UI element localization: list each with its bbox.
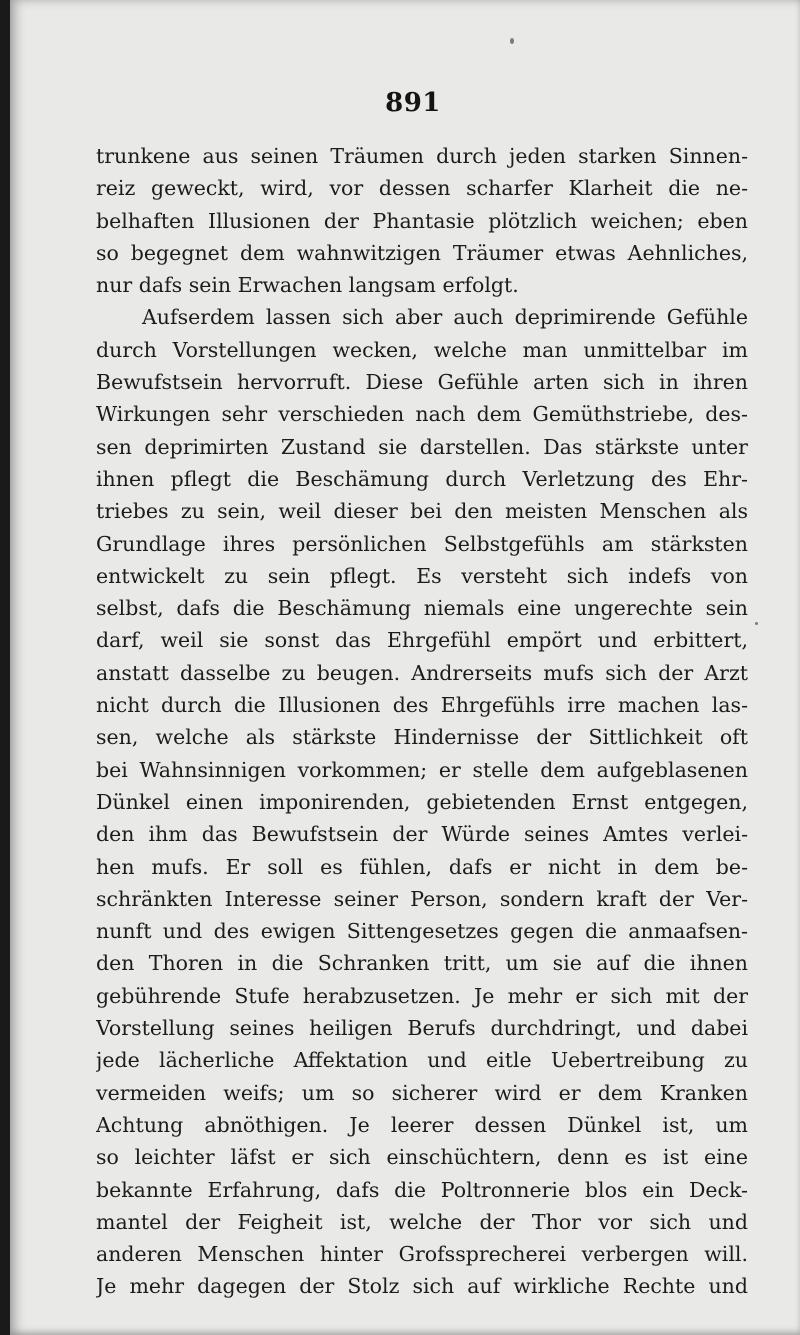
text-line: bekannte Erfahrung, dafs die Poltronnerie blos ein Deck- [96,1177,748,1202]
text-line: den ihm das Bewufstsein der Würde seines Amtes verlei- [96,822,748,847]
text-line: Aufserdem lassen sich aber auch deprimirende Gefühle [142,305,748,330]
text-line: sen, welche als stärkste Hindernisse der Sittlichkeit oft [96,725,748,750]
text-line: nunft und des ewigen Sittengesetzes gegen die anmaafsen- [96,919,748,944]
text-line: Vorstellung seines heiligen Berufs durchdringt, und dabei [96,1016,748,1041]
text-line: bei Wahnsinnigen vorkommen; er stelle dem aufgeblasenen [96,757,748,782]
text-line: selbst, dafs die Beschämung niemals eine ungerechte sein [96,596,748,621]
text-line: Je mehr dagegen der Stolz sich auf wirkliche Rechte und [96,1274,748,1299]
text-line: den Thoren in die Schranken tritt, um sie auf die ihnen [96,951,748,976]
text-line: gebührende Stufe herabzusetzen. Je mehr er sich mit der [96,983,748,1008]
text-line: reiz geweckt, wird, vor dessen scharfer Klarheit die ne- [96,176,748,201]
text-line: nur dafs sein Erwachen langsam erfolgt. [96,273,519,298]
text-line: durch Vorstellungen wecken, welche man unmittelbar im [96,337,748,362]
body-text [96,140,748,1303]
text-line: hen mufs. Er soll es fühlen, dafs er nicht in dem be- [96,854,748,879]
text-line: Wirkungen sehr verschieden nach dem Gemüthstriebe, des- [96,402,748,427]
book-page [10,0,800,1335]
text-line: belhaften Illusionen der Phantasie plötzlich weichen; eben [96,208,748,233]
text-line: nicht durch die Illusionen des Ehrgefühls irre machen las- [96,693,748,718]
text-line: so leichter läfst er sich einschüchtern, denn es ist eine [96,1145,748,1170]
ink-speck [510,38,514,44]
text-line: ihnen pflegt die Beschämung durch Verletzung des Ehr- [96,466,748,491]
text-line: darf, weil sie sonst das Ehrgefühl empört und erbittert, [96,628,748,653]
text-line: entwickelt zu sein pflegt. Es versteht sich indefs von [96,563,748,588]
text-line: Bewufstsein hervorruft. Diese Gefühle arten sich in ihren [96,370,748,395]
text-line: triebes zu sein, weil dieser bei den meisten Menschen als [96,499,748,524]
text-line: mantel der Feigheit ist, welche der Thor vor sich und [96,1209,748,1234]
text-line: so begegnet dem wahnwitzigen Träumer etwas Aehnliches, [96,240,748,265]
text-line: Grundlage ihres persönlichen Selbstgefühls am stärksten [96,531,748,556]
ink-speck [755,622,758,625]
text-line: schränkten Interesse seiner Person, sondern kraft der Ver- [96,886,748,911]
text-line: vermeiden weifs; um so sicherer wird er dem Kranken [96,1080,748,1105]
text-line: Dünkel einen imponirenden, gebietenden Ernst entgegen, [96,789,748,814]
text-line: anstatt dasselbe zu beugen. Andrerseits mufs sich der Arzt [96,660,748,685]
text-line: Achtung abnöthigen. Je leerer dessen Dünkel ist, um [96,1112,748,1137]
text-line: sen deprimirten Zustand sie darstellen. Das stärkste unter [96,434,748,459]
text-line: anderen Menschen hinter Grofssprecherei verbergen will. [96,1242,748,1267]
text-line: jede lächerliche Affektation und eitle Uebertreibung zu [96,1048,748,1073]
page-number: 891 [385,88,441,118]
text-line: trunkene aus seinen Träumen durch jeden starken Sinnen- [96,144,748,168]
